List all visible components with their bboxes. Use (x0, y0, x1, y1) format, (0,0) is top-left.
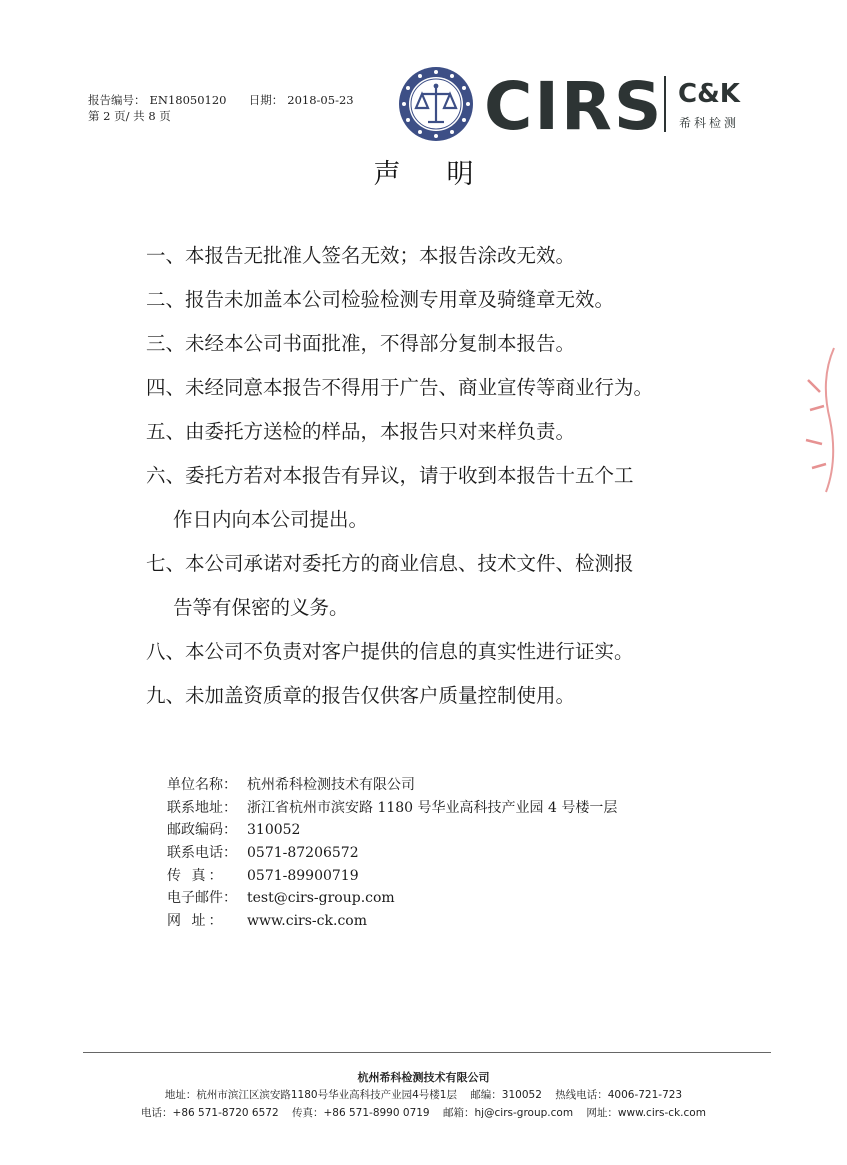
statement-line: 一、本报告无批准人签名无效；本报告涂改无效。 (146, 244, 576, 267)
contact-label: 网 址： (167, 913, 226, 930)
footer-hotline: 热线电话：4006-721-723 (555, 1089, 683, 1101)
statement-list (146, 240, 746, 724)
statement-line: 二、报告未加盖本公司检验检测专用章及骑缝章无效。 (146, 288, 615, 311)
contact-label: 联系地址： (167, 799, 237, 816)
statement-5 (146, 416, 746, 460)
footer-line-1 (0, 1086, 847, 1104)
statement-line-continued: 告等有保密的义务。 (173, 596, 349, 619)
contact-row-email (167, 887, 617, 910)
contact-row-phone (167, 842, 617, 865)
contact-row-postcode (167, 819, 617, 842)
report-header-meta (88, 92, 358, 124)
contact-row-company (167, 774, 617, 797)
sub-brand: C&K (678, 79, 740, 109)
footer-phone: 电话：+86 571-8720 6572 (141, 1107, 279, 1119)
report-no-label: 报告编号： (88, 93, 146, 107)
contact-label: 单位名称： (167, 777, 237, 793)
contact-row-address (167, 797, 617, 820)
seam-stamp-fragment (800, 340, 840, 500)
page-info: 第 2 页/ 共 8 页 (88, 109, 171, 123)
report-date: 2018-05-23 (287, 93, 354, 107)
statement-3 (146, 328, 746, 372)
page-title: 声明 (373, 159, 520, 190)
contact-value: 310052 (247, 822, 301, 839)
footer-company: 杭州希科检测技术有限公司 (357, 1071, 490, 1084)
statement-line: 三、未经本公司书面批准，不得部分复制本报告。 (146, 332, 576, 355)
contact-label: 电子邮件： (167, 890, 237, 907)
brand-wordmark: CIRS (484, 68, 664, 145)
statement-8 (146, 636, 746, 680)
sub-brand-cn: 希科检测 (679, 116, 740, 130)
statement-6 (146, 460, 746, 548)
footer-address: 地址：杭州市滨江区滨安路1180号华业高科技产业园4号楼1层 (164, 1089, 457, 1101)
contact-row-website (167, 910, 617, 933)
statement-9 (146, 680, 746, 724)
contact-value: 浙江省杭州市滨安路 1180 号华业高科技产业园 4 号楼一层 (247, 799, 618, 816)
footer-postcode: 邮编：310052 (470, 1089, 542, 1101)
contact-info (167, 774, 617, 933)
contact-value: 0571-89900719 (247, 867, 359, 884)
footer-email: 邮箱：hj@cirs-group.com (442, 1107, 574, 1119)
statement-line: 五、由委托方送检的样品，本报告只对来样负责。 (146, 420, 576, 443)
statement-line: 六、委托方若对本报告有异议，请于收到本报告十五个工 (146, 464, 634, 487)
contact-value: www.cirs-ck.com (247, 913, 367, 930)
footer-line-2 (0, 1104, 847, 1122)
report-no: EN18050120 (149, 93, 227, 107)
date-label: 日期： (248, 93, 284, 107)
statement-line: 四、未经同意本报告不得用于广告、商业宣传等商业行为。 (146, 376, 654, 399)
statement-line: 九、未加盖资质章的报告仅供客户质量控制使用。 (146, 684, 576, 707)
footer-website: 网址：www.cirs-ck.com (586, 1107, 706, 1119)
contact-label: 传 真： (167, 867, 226, 884)
footer-fax: 传真：+86 571-8990 0719 (292, 1107, 430, 1119)
contact-value: 0571-87206572 (247, 845, 359, 862)
statement-7 (146, 548, 746, 636)
statement-line: 七、本公司承诺对委托方的商业信息、技术文件、检测报 (146, 552, 634, 575)
contact-value: test@cirs-group.com (247, 890, 395, 907)
statement-line-continued: 作日内向本公司提出。 (173, 508, 369, 531)
contact-row-fax (167, 865, 617, 888)
contact-label: 邮政编码： (167, 822, 237, 839)
statement-2 (146, 284, 746, 328)
statement-1 (146, 240, 746, 284)
statement-4 (146, 372, 746, 416)
logo-divider (664, 76, 666, 132)
footer-divider (83, 1052, 771, 1053)
page-footer (0, 1070, 847, 1122)
contact-value: 杭州希科检测技术有限公司 (247, 777, 415, 793)
company-seal-logo (398, 66, 474, 142)
statement-line: 八、本公司不负责对客户提供的信息的真实性进行证实。 (146, 640, 634, 663)
contact-label: 联系电话： (167, 845, 237, 862)
